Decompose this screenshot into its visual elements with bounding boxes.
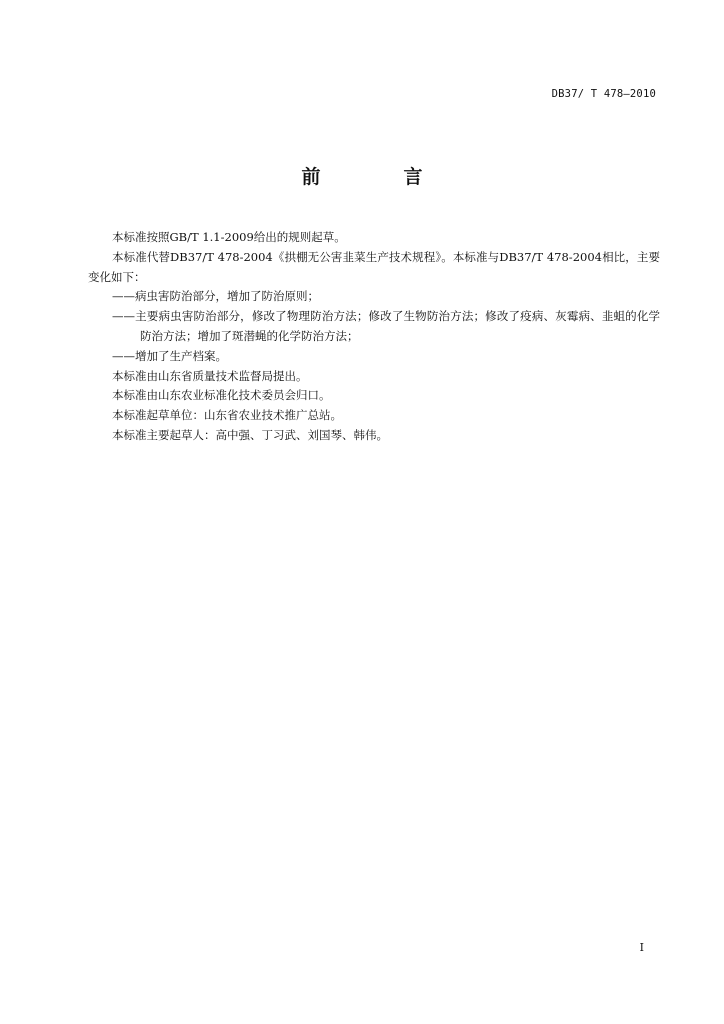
page-number: I: [639, 941, 644, 954]
change-item-methods: ——主要病虫害防治部分，修改了物理防治方法；修改了生物防治方法；修改了疫病、灰霉病、韭蛆的化学防治方法；增加了斑潜蝇的化学防治方法；: [112, 309, 660, 343]
change-item-principle: ——病虫害防治部分，增加了防治原则；: [112, 289, 319, 304]
paragraph-drafting-unit: 本标准起草单位：山东省农业技术推广总站。: [112, 408, 342, 423]
change-item-records: ——增加了生产档案。: [112, 348, 227, 363]
page-title: 前 言: [301, 166, 455, 188]
paragraph-centralized-by: 本标准由山东农业标准化技术委员会归口。: [112, 388, 331, 403]
paragraph-proposed-by: 本标准由山东省质量技术监督局提出。: [112, 368, 308, 383]
standard-code: DB37/ T 478—2010: [551, 88, 656, 100]
paragraph-drafting-rules: 本标准按照GB/T 1.1-2009给出的规则起草。: [112, 230, 346, 244]
paragraph-replacement: 本标准代替DB37/T 478-2004《拱棚无公害韭菜生产技术规程》。本标准与DB37/T 478-2004相比，主要变化如下：: [88, 249, 660, 284]
paragraph-drafters: 本标准主要起草人：高中强、丁习武、刘国琴、韩伟。: [112, 427, 388, 442]
foreword-body: [88, 228, 660, 446]
